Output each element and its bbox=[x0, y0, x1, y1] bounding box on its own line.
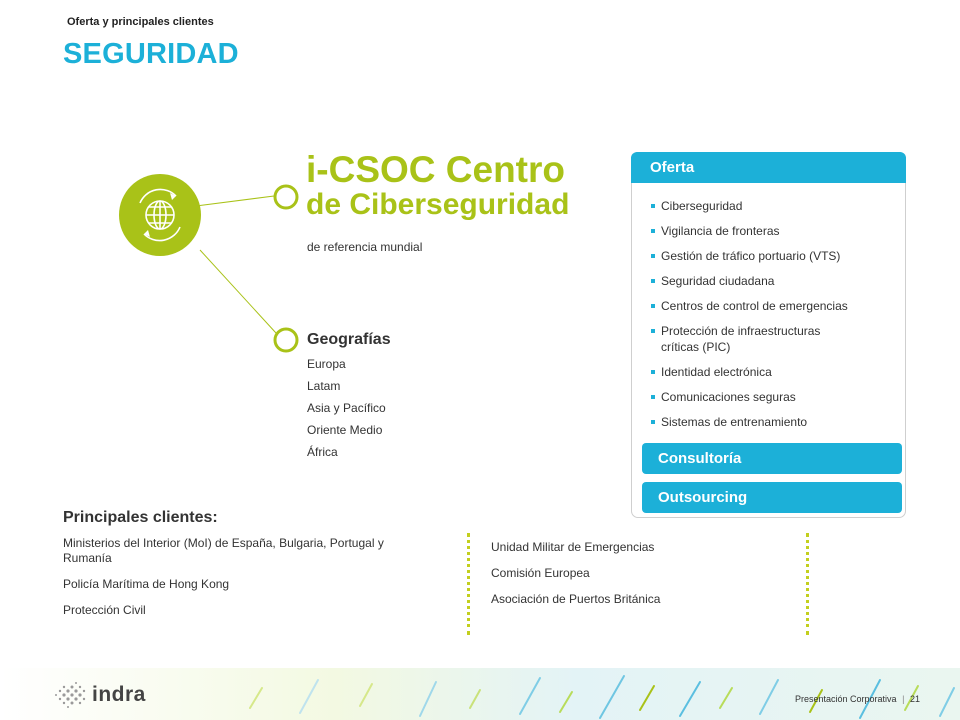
offer-item: Vigilancia de fronteras bbox=[651, 223, 896, 239]
clients-column-1 bbox=[63, 536, 423, 629]
dotted-divider-left bbox=[467, 533, 470, 635]
offer-item: Protección de infraestructuras críticas (PIC) bbox=[651, 323, 861, 355]
breadcrumb: Oferta y principales clientes bbox=[67, 16, 214, 28]
offer-item: Seguridad ciudadana bbox=[651, 273, 896, 289]
node-circle-top bbox=[275, 186, 297, 208]
dotted-divider-right bbox=[806, 533, 809, 635]
geography-item: Asia y Pacífico bbox=[307, 401, 386, 415]
footer-label: Presentación Corporativa | 21 bbox=[795, 694, 920, 704]
page-title: SEGURIDAD bbox=[63, 38, 239, 70]
geographies-list bbox=[307, 356, 386, 466]
geography-item: Latam bbox=[307, 379, 341, 393]
offer-item: Comunicaciones seguras bbox=[651, 389, 896, 405]
footer-presentation-label: Presentación Corporativa bbox=[795, 694, 897, 704]
indra-logo bbox=[52, 680, 172, 710]
hub-title-line1: i-CSOC Centro bbox=[306, 149, 565, 190]
connector-line-top bbox=[196, 196, 274, 206]
page-number: 21 bbox=[909, 694, 920, 704]
offer-item: Sistemas de entrenamiento bbox=[651, 414, 896, 430]
consultoria-bar: Consultoría bbox=[642, 443, 902, 474]
offer-panel-header: Oferta bbox=[631, 152, 906, 183]
brand-name: indra bbox=[92, 683, 146, 706]
geography-item: Oriente Medio bbox=[307, 423, 383, 437]
client-item: Asociación de Puertos Británica bbox=[491, 592, 661, 606]
geography-item: Europa bbox=[307, 357, 346, 371]
clients-title: Principales clientes: bbox=[63, 509, 218, 526]
clients-column-2 bbox=[491, 539, 791, 617]
hub-title bbox=[306, 150, 569, 220]
connector-line-bottom bbox=[200, 250, 276, 333]
client-item: Comisión Europea bbox=[491, 566, 590, 580]
offer-item: Identidad electrónica bbox=[651, 364, 896, 380]
geographies-title: Geografías bbox=[307, 331, 391, 348]
offer-list bbox=[651, 198, 896, 439]
node-circle-bottom bbox=[275, 329, 297, 351]
hub-subtitle: de referencia mundial bbox=[307, 240, 423, 254]
offer-item: Gestión de tráfico portuario (VTS) bbox=[651, 248, 896, 264]
offer-item: Ciberseguridad bbox=[651, 198, 896, 214]
client-item: Unidad Militar de Emergencias bbox=[491, 540, 655, 554]
client-item: Ministerios del Interior (MoI) de España, Bulgaria, Portugal y Rumanía bbox=[63, 536, 384, 565]
offer-item: Centros de control de emergencias bbox=[651, 298, 896, 314]
outsourcing-bar: Outsourcing bbox=[642, 482, 902, 513]
hub-title-line2: de Ciberseguridad bbox=[306, 188, 570, 221]
geography-item: África bbox=[307, 445, 338, 459]
client-item: Protección Civil bbox=[63, 603, 146, 617]
client-item: Policía Marítima de Hong Kong bbox=[63, 577, 230, 591]
